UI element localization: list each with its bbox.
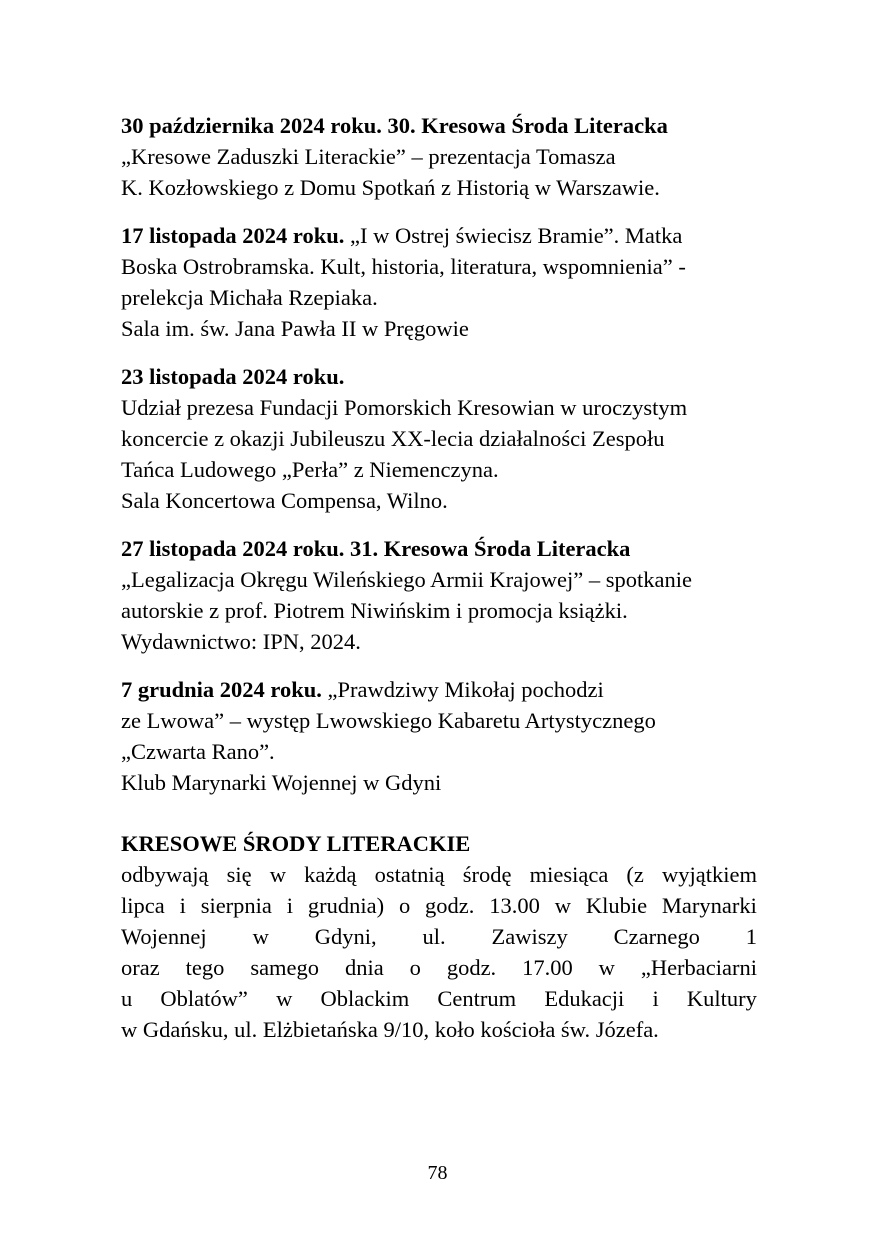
- section-line: [121, 983, 757, 1014]
- section-word: Edukacji: [544, 986, 625, 1011]
- section-word: 13.00: [489, 893, 540, 918]
- section-word: Czarnego: [613, 924, 700, 949]
- section-word: Wojennej: [121, 924, 207, 949]
- section-word: wyjątkiem: [662, 862, 757, 887]
- event-line: „Kresowe Zaduszki Literackie” – prezentacja Tomasza: [121, 144, 616, 169]
- section-word: miesiąca: [529, 862, 609, 887]
- section-word: „Herbaciarni: [640, 955, 757, 980]
- section-word: się: [226, 862, 252, 887]
- section-word: grudnia): [307, 893, 385, 918]
- section-word: sierpnia: [200, 893, 272, 918]
- section-line: [121, 859, 757, 890]
- section-word: Oblatów”: [160, 986, 248, 1011]
- event-line: Boska Ostrobramska. Kult, historia, literatura, wspomnienia” -: [121, 254, 686, 279]
- event-line: Sala Koncertowa Compensa, Wilno.: [121, 488, 448, 513]
- section-line: [121, 921, 757, 952]
- section-word: o: [398, 893, 411, 918]
- event-date-title: 30 października 2024 roku. 30. Kresowa Środa Literacka: [121, 113, 668, 138]
- page-content: [121, 110, 757, 1045]
- event-line: ze Lwowa” – występ Lwowskiego Kabaretu Artystycznego: [121, 708, 656, 733]
- event-entry-3: [121, 361, 757, 516]
- section-word: w: [598, 955, 615, 980]
- section-word: 17.00: [522, 955, 573, 980]
- section-word: i: [652, 986, 659, 1011]
- event-date-title: 23 listopada 2024 roku.: [121, 364, 345, 389]
- section-word: tego: [185, 955, 225, 980]
- section-word: godz.: [425, 893, 475, 918]
- section-kresowe-srody: [121, 828, 757, 1045]
- event-text: „I w Ostrej świecisz Bramie”. Matka: [344, 223, 683, 248]
- section-word: w: [276, 986, 293, 1011]
- section-word: Zawiszy: [491, 924, 568, 949]
- section-word: i: [286, 893, 294, 918]
- section-word: ostatnią: [374, 862, 445, 887]
- event-line: „Legalizacja Okręgu Wileńskiego Armii Krajowej” – spotkanie: [121, 567, 692, 592]
- event-line: K. Kozłowskiego z Domu Spotkań z Historią w Warszawie.: [121, 175, 660, 200]
- event-text: „Prawdziwy Mikołaj pochodzi: [321, 677, 604, 702]
- section-word: godz.: [446, 955, 497, 980]
- section-word: odbywają: [121, 862, 209, 887]
- section-word: Klubie: [585, 893, 648, 918]
- section-word: w: [252, 924, 269, 949]
- event-line: „Czwarta Rano”.: [121, 739, 275, 764]
- section-word: Centrum: [437, 986, 517, 1011]
- section-word: dnia: [344, 955, 384, 980]
- section-line: [121, 952, 757, 983]
- event-line: autorskie z prof. Piotrem Niwińskim i promocja książki.: [121, 598, 628, 623]
- section-word: lipca: [121, 893, 165, 918]
- event-line: prelekcja Michała Rzepiaka.: [121, 285, 378, 310]
- section-word: środę: [462, 862, 512, 887]
- event-date-title: 7 grudnia 2024 roku.: [121, 677, 322, 702]
- section-word: oraz: [121, 955, 160, 980]
- section-word: (z: [626, 862, 644, 887]
- section-word: Gdyni,: [314, 924, 377, 949]
- section-line-last: w Gdańsku, ul. Elżbietańska 9/10, koło kościoła św. Józefa.: [121, 1017, 659, 1042]
- event-line: Wydawnictwo: IPN, 2024.: [121, 629, 361, 654]
- section-word: Oblackim: [320, 986, 410, 1011]
- event-line: Tańca Ludowego „Perła” z Niemenczyna.: [121, 457, 499, 482]
- event-line: koncercie z okazji Jubileuszu XX-lecia działalności Zespołu: [121, 426, 665, 451]
- section-line: [121, 890, 757, 921]
- event-entry-1: [121, 110, 757, 203]
- event-date-title: 27 listopada 2024 roku. 31. Kresowa Środa Literacka: [121, 536, 631, 561]
- event-line: Sala im. św. Jana Pawła II w Pręgowie: [121, 316, 469, 341]
- event-entry-2: [121, 220, 757, 344]
- section-word: Kultury: [686, 986, 757, 1011]
- event-line: Klub Marynarki Wojennej w Gdyni: [121, 770, 442, 795]
- section-word: każdą: [304, 862, 357, 887]
- section-word: ul.: [422, 924, 446, 949]
- section-word: Marynarki: [661, 893, 757, 918]
- event-line: Udział prezesa Fundacji Pomorskich Kresowian w uroczystym: [121, 395, 688, 420]
- section-word: w: [554, 893, 571, 918]
- section-word: samego: [250, 955, 320, 980]
- event-date-title: 17 listopada 2024 roku.: [121, 223, 345, 248]
- event-entry-5: [121, 674, 757, 798]
- section-word: w: [269, 862, 286, 887]
- section-heading: KRESOWE ŚRODY LITERACKIE: [121, 831, 471, 856]
- section-word: o: [409, 955, 421, 980]
- page-number: 78: [427, 1162, 448, 1184]
- section-word: 1: [745, 924, 757, 949]
- section-word: i: [179, 893, 186, 918]
- event-entry-4: [121, 533, 757, 657]
- section-word: u: [121, 986, 133, 1011]
